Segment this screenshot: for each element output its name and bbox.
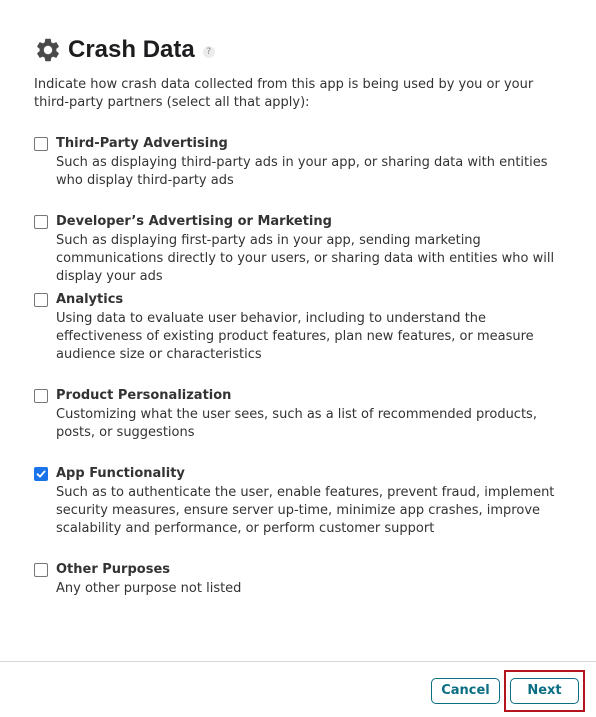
gear-icon (34, 36, 62, 64)
option-description: Such as displaying first-party ads in your app, sending marketing communications directly to your users, or sharing data with entities who will display your ads (56, 233, 555, 284)
checkbox[interactable] (34, 563, 48, 577)
option-description: Customizing what the user sees, such as a list of recommended products, posts, or suggestions (56, 407, 537, 440)
option-title: Product Personalization (56, 388, 232, 403)
page-title: Crash Data (68, 36, 195, 63)
option-title: App Functionality (56, 466, 185, 481)
help-icon[interactable]: ? (203, 46, 215, 58)
checkmark-icon (36, 469, 46, 479)
option-description: Such as displaying third-party ads in your app, or sharing data with entities who display third-party ads (56, 155, 548, 188)
checkbox[interactable] (34, 389, 48, 403)
checkbox-checked[interactable] (34, 467, 48, 481)
footer-divider (0, 661, 596, 662)
cancel-button[interactable]: Cancel (431, 678, 500, 704)
option-description: Such as to authenticate the user, enable features, prevent fraud, implement security measures, ensure server up-time, minimize app crashes, improve scalability and performance, or perform customer support (56, 485, 555, 536)
option-description: Any other purpose not listed (56, 581, 242, 596)
checkbox[interactable] (34, 137, 48, 151)
checkbox[interactable] (34, 293, 48, 307)
option-title: Third-Party Advertising (56, 136, 228, 151)
option-title: Other Purposes (56, 562, 170, 577)
intro-text: Indicate how crash data collected from this app is being used by you or your third-party partners (select all that apply): (34, 77, 534, 110)
option-title: Analytics (56, 292, 124, 307)
title-row (34, 34, 215, 66)
checkbox[interactable] (34, 215, 48, 229)
option-title: Developer’s Advertising or Marketing (56, 214, 332, 229)
option-description: Using data to evaluate user behavior, including to understand the effectiveness of existing product features, plan new features, or measure audience size or characteristics (56, 311, 534, 362)
next-button[interactable]: Next (510, 678, 579, 704)
